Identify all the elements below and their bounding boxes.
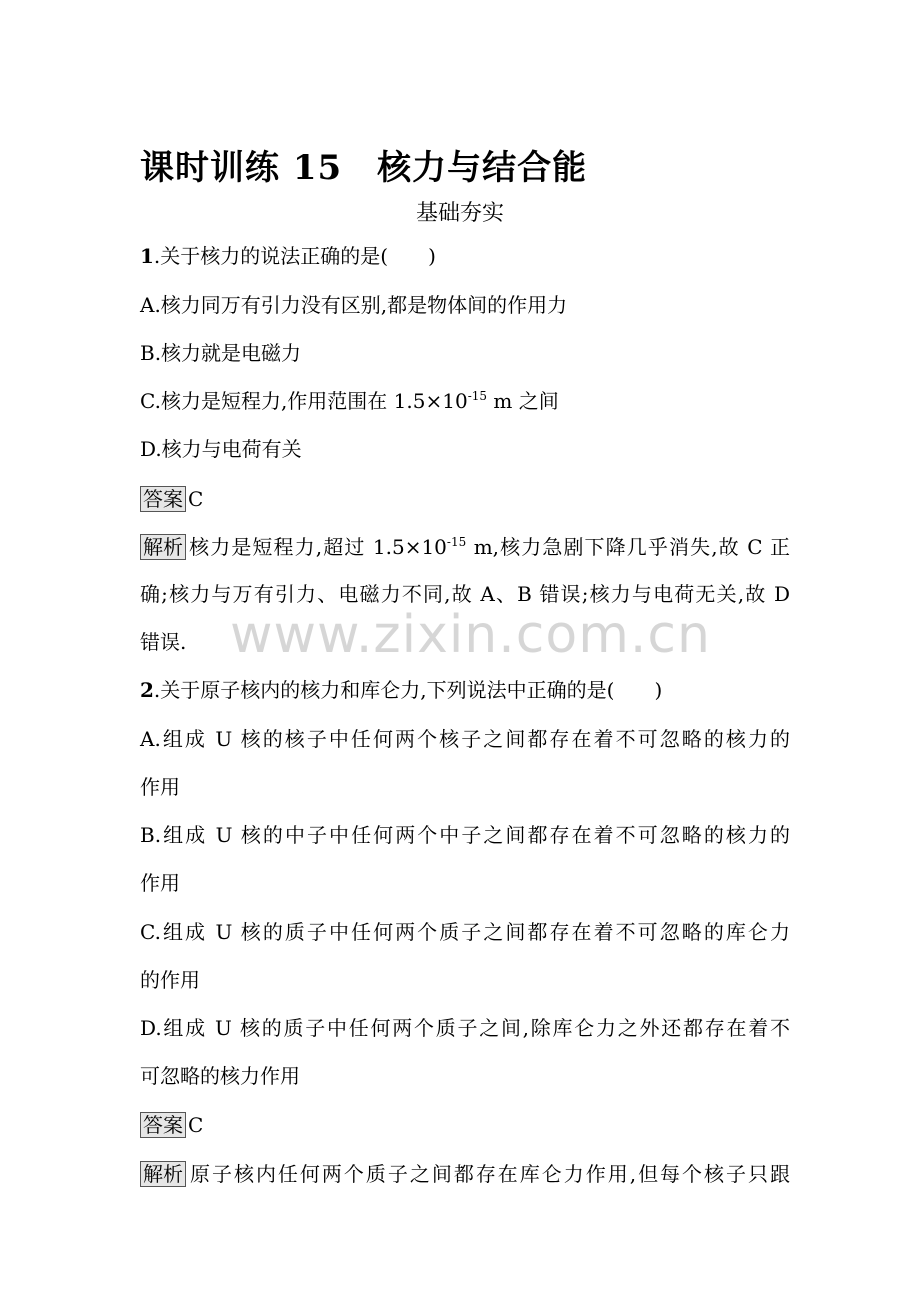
question-2-option-c-line-2: 的作用 [140,968,200,992]
analysis-tag: 解析 [140,534,186,560]
question-2-number: 2 [140,678,154,702]
answer-value: C [188,1113,204,1137]
question-2-analysis-line-1: 解析 原子核内任何两个质子之间都存在库仑力作用,但每个核子只跟 [140,1161,790,1187]
question-2-option-b-line-2: 作用 [140,871,180,895]
question-1-option-d: D.核力与电荷有关 [140,437,302,461]
answer-tag: 答案 [140,486,186,512]
question-2-stem [140,678,790,702]
question-1-analysis-line-1: 解析 核力是短程力,超过 $1.5\times 10^{-15}$ m,核力急剧下降几乎消失,故 C 正 [140,534,790,560]
question-1-number: 1 [140,244,154,268]
question-1-analysis-line-2: 确;核力与万有引力、电磁力不同,故 A、B 错误;核力与电荷无关,故 D [140,582,790,606]
answer-value: C [188,487,204,511]
question-1-option-a: A.核力同万有引力没有区别,都是物体间的作用力 [140,293,568,317]
question-2-option-a-line-1: A.组成 U 核的核子中任何两个核子之间都存在着不可忽略的核力的 [140,727,790,751]
question-2-text: .关于原子核内的核力和库仑力,下列说法中正确的是( ) [153,678,663,702]
question-2-option-d-line-1: D.组成 U 核的质子中任何两个质子之间,除库仑力之外还都存在着不 [140,1016,790,1040]
question-1-option-c: C.核力是短程力,作用范围在 $1.5\times 10^{-15}$ m 之间 [140,389,559,413]
question-1-analysis-line-3: 错误. [140,630,187,654]
question-2-option-d-line-2: 可忽略的核力作用 [140,1064,300,1088]
page-title: 课时训练 15 核力与结合能 [140,148,588,188]
question-1-answer [140,486,790,512]
analysis-tag: 解析 [140,1161,186,1187]
question-1-stem [140,244,790,268]
question-2-option-c-line-1: C.组成 U 核的质子中任何两个质子之间都存在着不可忽略的库仑力 [140,920,790,944]
question-2-option-b-line-1: B.组成 U 核的中子中任何两个中子之间都存在着不可忽略的核力的 [140,823,790,847]
answer-tag: 答案 [140,1112,186,1138]
question-2-answer [140,1112,790,1138]
section-heading: 基础夯实 [415,201,504,226]
question-1-option-b: B.核力就是电磁力 [140,341,302,365]
question-2-option-a-line-2: 作用 [140,775,180,799]
watermark: www.zixin.com.cn [230,605,711,665]
question-1-text: .关于核力的说法正确的是( ) [153,244,436,268]
